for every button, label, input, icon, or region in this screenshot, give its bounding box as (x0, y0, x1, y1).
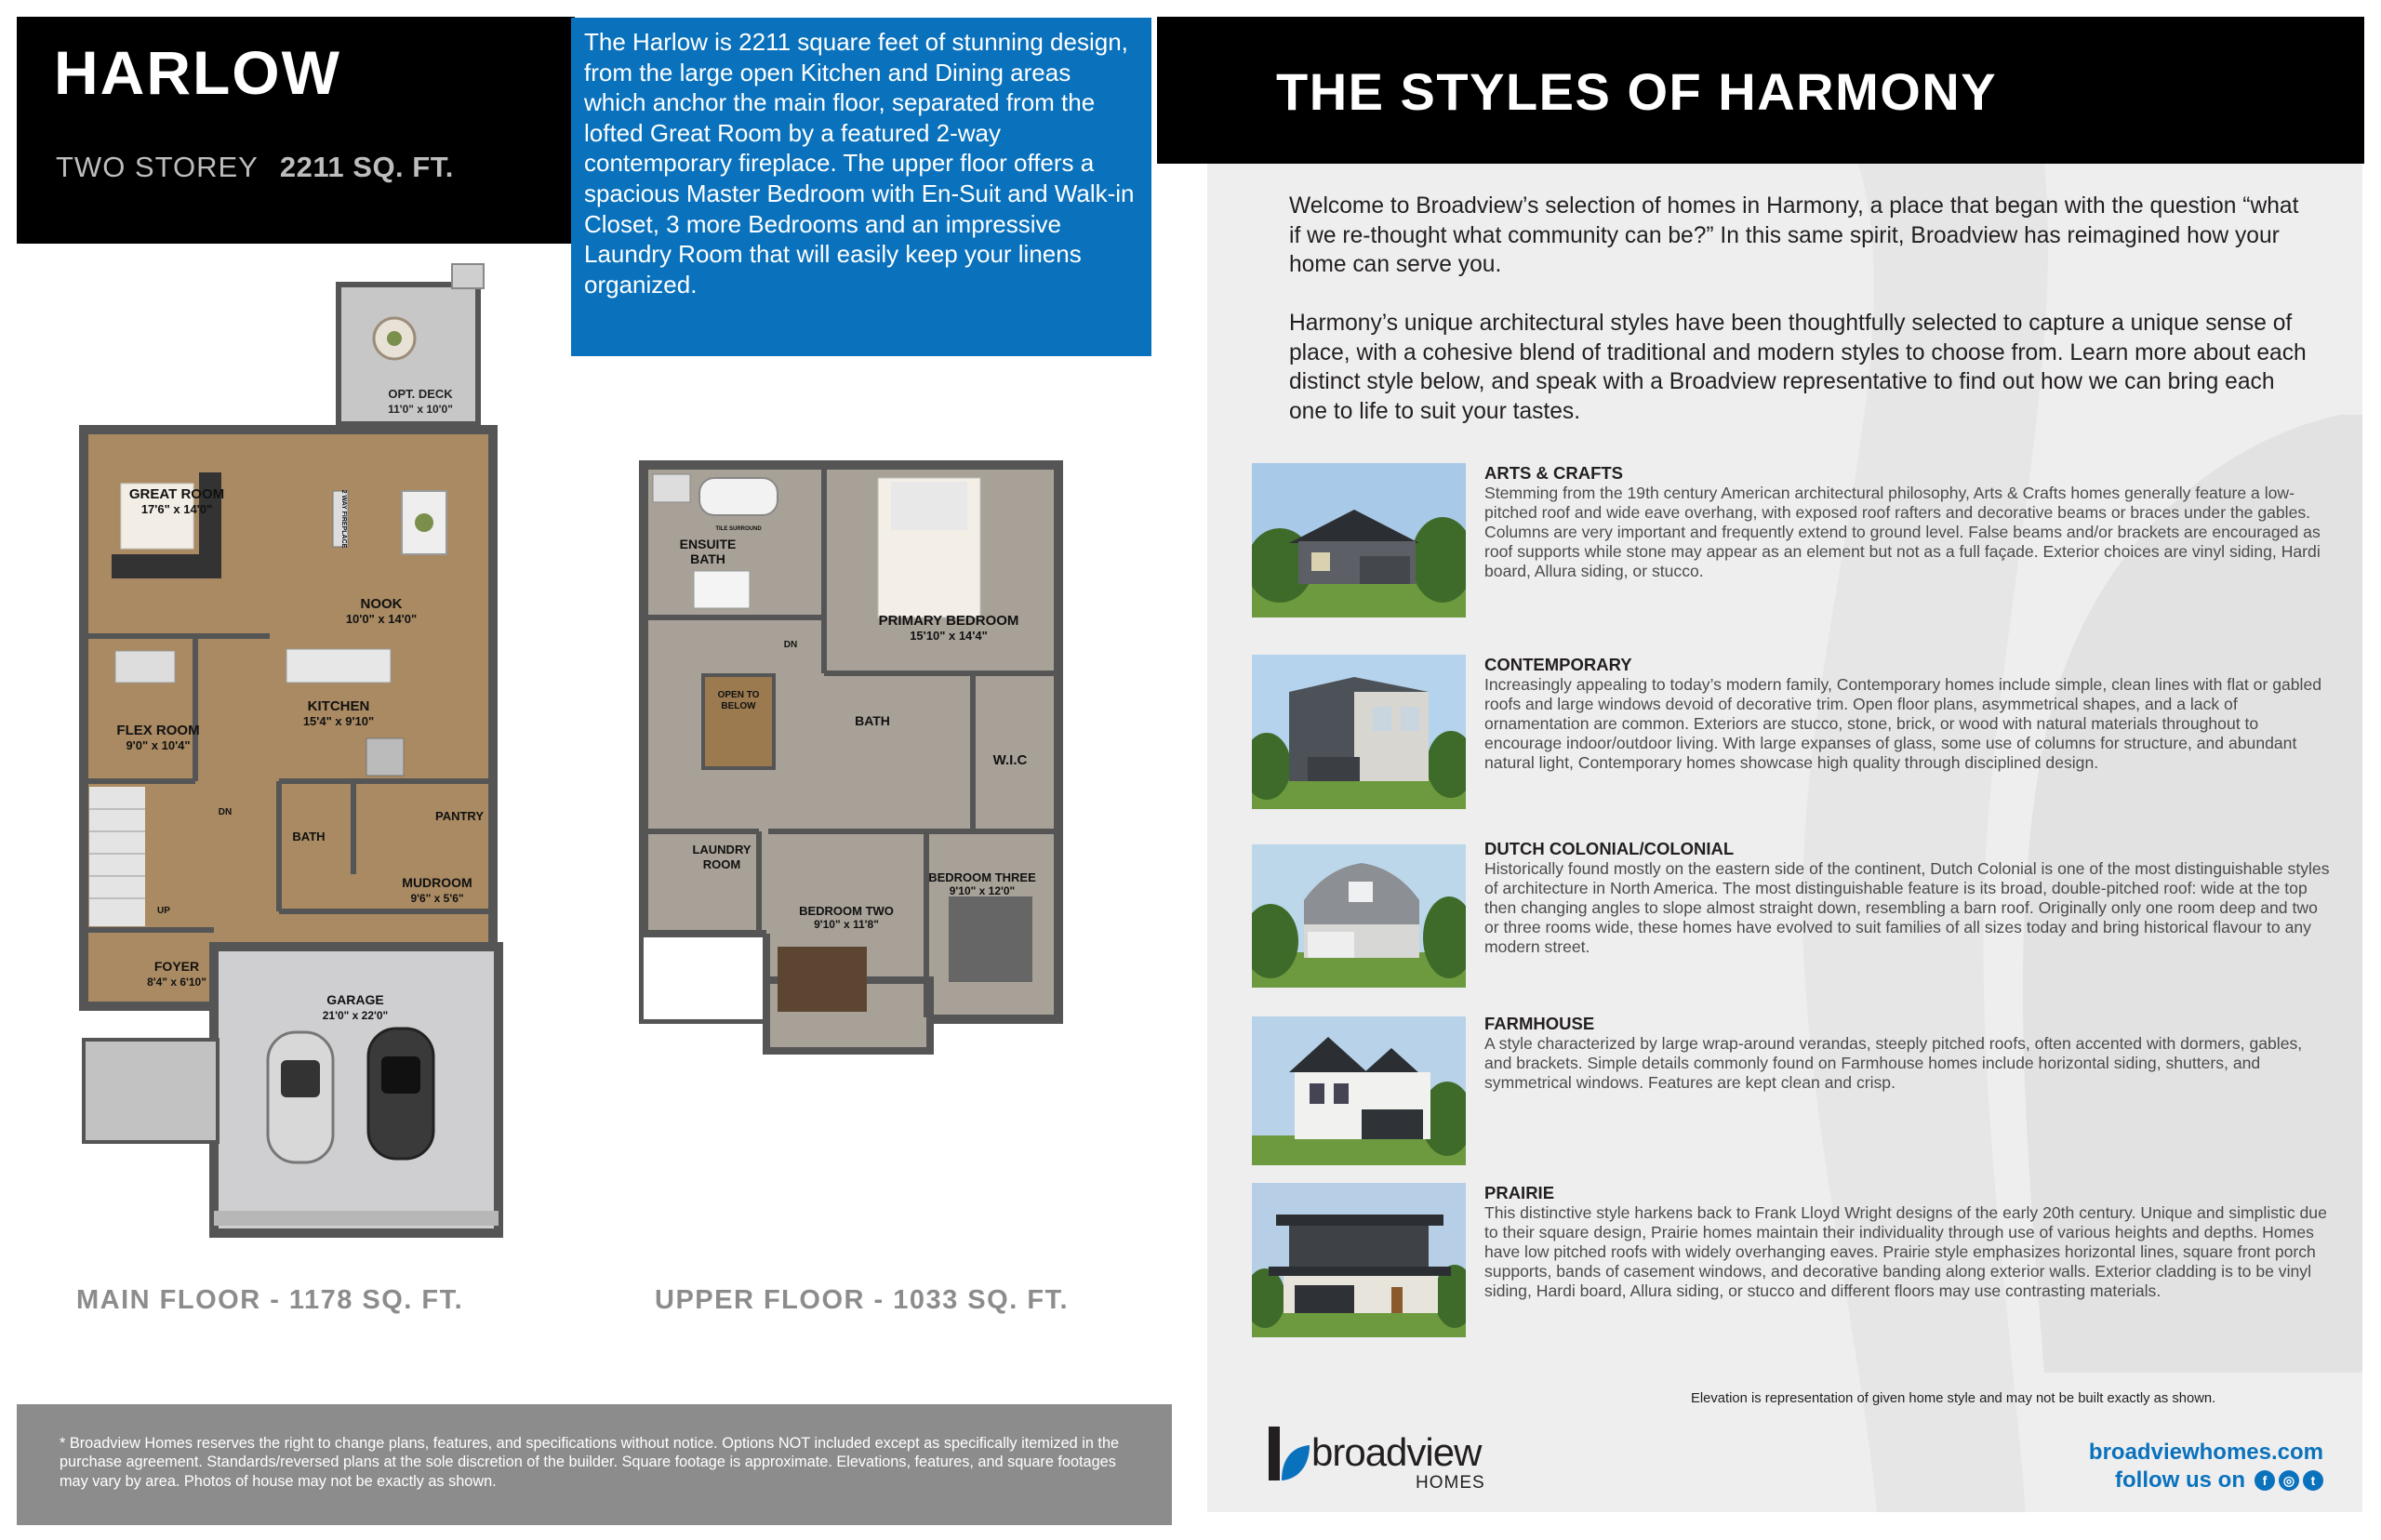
upper-floor-label: UPPER FLOOR - 1033 SQ. FT. (655, 1285, 1070, 1315)
model-subtitle (56, 151, 454, 184)
laundry-room-label: ROOM (702, 857, 741, 871)
bedroom-three-size: 9'10" x 12'0" (949, 884, 1016, 897)
garage-size: 21'0" x 22'0" (322, 1009, 389, 1022)
main-dn-label: DN (218, 807, 233, 817)
instagram-icon[interactable]: ◎ (2279, 1470, 2299, 1491)
car-icon-2 (368, 1029, 433, 1159)
car-icon (268, 1032, 333, 1162)
facebook-icon[interactable]: f (2255, 1470, 2275, 1491)
main-floor-plan (74, 260, 512, 1246)
primary-bed-icon (878, 478, 980, 617)
dining-table-icon (402, 491, 446, 554)
brand-name: broadview (1311, 1430, 1482, 1474)
primary-bedroom-size: 15'10" x 14'4" (910, 629, 988, 643)
vanity-icon (653, 474, 690, 502)
upper-floor-plan (638, 459, 1070, 1055)
bed-three-icon (949, 896, 1032, 982)
style-title: FARMHOUSE (1484, 1014, 1595, 1033)
great-room-label: GREAT ROOM (128, 486, 225, 502)
great-room-size: 17'6" x 14'0" (140, 502, 213, 516)
nook-size: 10'0" x 14'0" (345, 612, 418, 626)
style-text: A style characterized by large wrap-around verandas, steeply pitched roofs, often accented with dormers, gables, and brackets. Simple details commonly found on Farmhouse homes include horizontal siding, shutters, and symmetrical windows. Features are kept clean and crisp. (1484, 1034, 2303, 1092)
primary-bedroom-label: PRIMARY BEDROOM (878, 613, 1019, 629)
mudroom-label: MUDROOM (402, 875, 472, 890)
main-up-label: UP (157, 906, 170, 916)
prairie-house-image (1252, 1183, 1466, 1337)
deck-size: 11'0" x 10'0" (388, 403, 453, 416)
style-text: Historically found mostly on the eastern side of the continent, Dutch Colonial is one of the most distinguishable styles of architecture in North America. The most distinguishable feature is its broad, double-pitched roof: wide at the top then changing angles to slope almost straight down, resembling a barn roof. Originally only one room deep and two or three rooms wide, these homes have evolved to suit families of all sizes today and bring historical flavour to any modern street. (1484, 859, 2330, 956)
brand-sub: HOMES (1416, 1473, 1485, 1493)
pantry-label: PANTRY (435, 809, 484, 823)
disclaimer-box (17, 1404, 1172, 1525)
main-floor-label: MAIN FLOOR - 1178 SQ. FT. (76, 1285, 464, 1315)
intro-paragraph-1: Welcome to Broadview’s selection of homes in Harmony, a place that began with the question “what if we re-thought what community can be?” In this same spirit, Broadview has reimagined how your home can serve you. (1289, 193, 2299, 277)
open-to-below (703, 675, 774, 768)
style-text: Increasingly appealing to today’s modern family, Contemporary homes include simple, clean lines with flat or gabled roofs and large windows devoid of decorative trim. Open floor plans, asymmetrical shapes, and a lack of ornamentation are common. Exteriors are stucco, stone, brick, or wood with natural materials throughout to encourage indoor/outdoor living. With large expanses of glass, some use of columns for structure, and abundant natural light, Contemporary homes showcase high quality through disciplined design. (1484, 675, 2322, 772)
description-text: The Harlow is 2211 square feet of stunning design, from the large open Kitchen and Dining areas which anchor the main floor, separated from the lofted Great Room by a featured 2-way contemporary fireplace. The upper floor offers a spacious Master Bedroom with En-Suit and Walk-in Closet, 3 more Bedrooms and an impressive Laundry Room that will easily keep your linens organized. (584, 28, 1135, 299)
deck-table-icon (374, 318, 415, 359)
deck-label: OPT. DECK (388, 387, 453, 401)
wic-label: W.I.C (992, 752, 1028, 768)
flex-room-label: FLEX ROOM (116, 723, 200, 738)
ensuite-bath-label: BATH (690, 551, 725, 566)
styles-title: THE STYLES OF HARMONY (1276, 62, 1998, 121)
foyer-size: 8'4" x 6'10" (147, 976, 206, 989)
garage-label: GARAGE (326, 992, 384, 1007)
disclaimer-text: * Broadview Homes reserves the right to change plans, features, and specifications without notice. Options NOT included except as specifically itemized in the purchase agreement. Standards/reversed plans at the sole discretion of the builder. Square footage is approximate. Elevations, features, and square footages may vary by area. Photos of house may not be exactly as shown. (60, 1435, 1120, 1490)
stairs-icon (89, 787, 145, 926)
dutch-colonial-house-image (1252, 839, 1466, 993)
kitchen-label: KITCHEN (307, 698, 370, 714)
arts-crafts-house-image (1252, 463, 1466, 617)
upper-bath-label: BATH (855, 713, 890, 728)
elevation-note: Elevation is representation of given home style and may not be built exactly as shown. (1691, 1391, 2216, 1406)
flex-room-size: 9'0" x 10'4" (126, 738, 191, 752)
intro-paragraph-2: Harmony’s unique architectural styles have been thoughtfully selected to capture a unique sense of place, with a cohesive blend of traditional and modern styles to choose from. Learn more about each distinct style below, and speak with a Broadview representative to find out how we can bring each one to life to suit your tastes. (1289, 311, 2307, 424)
laundry-label: LAUNDRY (692, 843, 752, 856)
kitchen-island-icon (286, 649, 391, 683)
foyer-label: FOYER (153, 959, 200, 974)
shower-icon (694, 571, 750, 608)
garage (214, 947, 499, 1233)
description-box (571, 18, 1151, 356)
open-to-label: OPEN TO (717, 690, 760, 700)
flex-desk-icon (115, 651, 175, 683)
contemporary-house-image (1252, 655, 1466, 809)
bathtub-icon (699, 478, 778, 515)
bed-two-icon (778, 947, 867, 1012)
nook-label: NOOK (360, 596, 403, 612)
farmhouse-house-image (1252, 1014, 1466, 1168)
ensuite-label: ENSUITE (679, 537, 737, 551)
model-size: 2211 SQ. FT. (279, 151, 454, 183)
style-text: This distinctive style harkens back to Frank Lloyd Wright designs of the early 20th century. Unique and simplistic due to their square design, Prairie homes maintain their individuality through use of various heights and depths. Homes have low pitched roofs with widely overhanging eaves. Prairie style emphasizes horizontal lines, square front porch supports, bands of casement windows, and decorative banding along exterior walls. Exterior cladding is to be vinyl siding, Hardi board, Allura siding, or stucco and different floors may use contrasting materials. (1484, 1203, 2327, 1300)
follow-us (2115, 1467, 2323, 1494)
style-title: PRAIRIE (1484, 1183, 1555, 1202)
broadview-logo (1265, 1421, 1507, 1492)
bedroom-three-label: BEDROOM THREE (928, 870, 1036, 884)
twitter-icon[interactable]: t (2303, 1470, 2323, 1491)
model-name: HARLOW (54, 38, 341, 107)
fireplace-label: 2 WAY FIREPLACE (340, 489, 347, 549)
style-title: CONTEMPORARY (1484, 655, 1632, 674)
model-type: TWO STOREY (56, 151, 259, 183)
website-link[interactable]: broadviewhomes.com (2088, 1440, 2323, 1465)
style-title: DUTCH COLONIAL/COLONIAL (1484, 839, 1735, 858)
upper-dn-label: DN (783, 640, 798, 650)
bedroom-two-label: BEDROOM TWO (799, 904, 894, 918)
kitchen-size: 15'4" x 9'10" (302, 714, 375, 728)
main-bath-label: BATH (292, 830, 326, 843)
mudroom-size: 9'6" x 5'6" (410, 892, 464, 905)
broadview-logo-icon (1265, 1427, 1313, 1482)
tub-label: TILE SURROUND (715, 526, 762, 532)
fridge-icon (366, 738, 404, 776)
style-title: ARTS & CRAFTS (1484, 463, 1624, 483)
bedroom-two-size: 9'10" x 11'8" (814, 918, 879, 931)
below-label: BELOW (721, 701, 756, 711)
style-text: Stemming from the 19th century American architectural philosophy, Arts & Crafts homes generally feature a low-pitched roof and wide eave overhang, with exposed roof rafters and decorative beams or braces under the gables. Columns are very important and frequently extend to ground level. False beams and/or brackets are encouraged as roof supports while stone may appear as an element but not as a full façade. Exterior choices are vinyl siding, Hardi board, Allura siding, or stucco. (1484, 484, 2321, 580)
follow-label: follow us on (2115, 1467, 2245, 1493)
